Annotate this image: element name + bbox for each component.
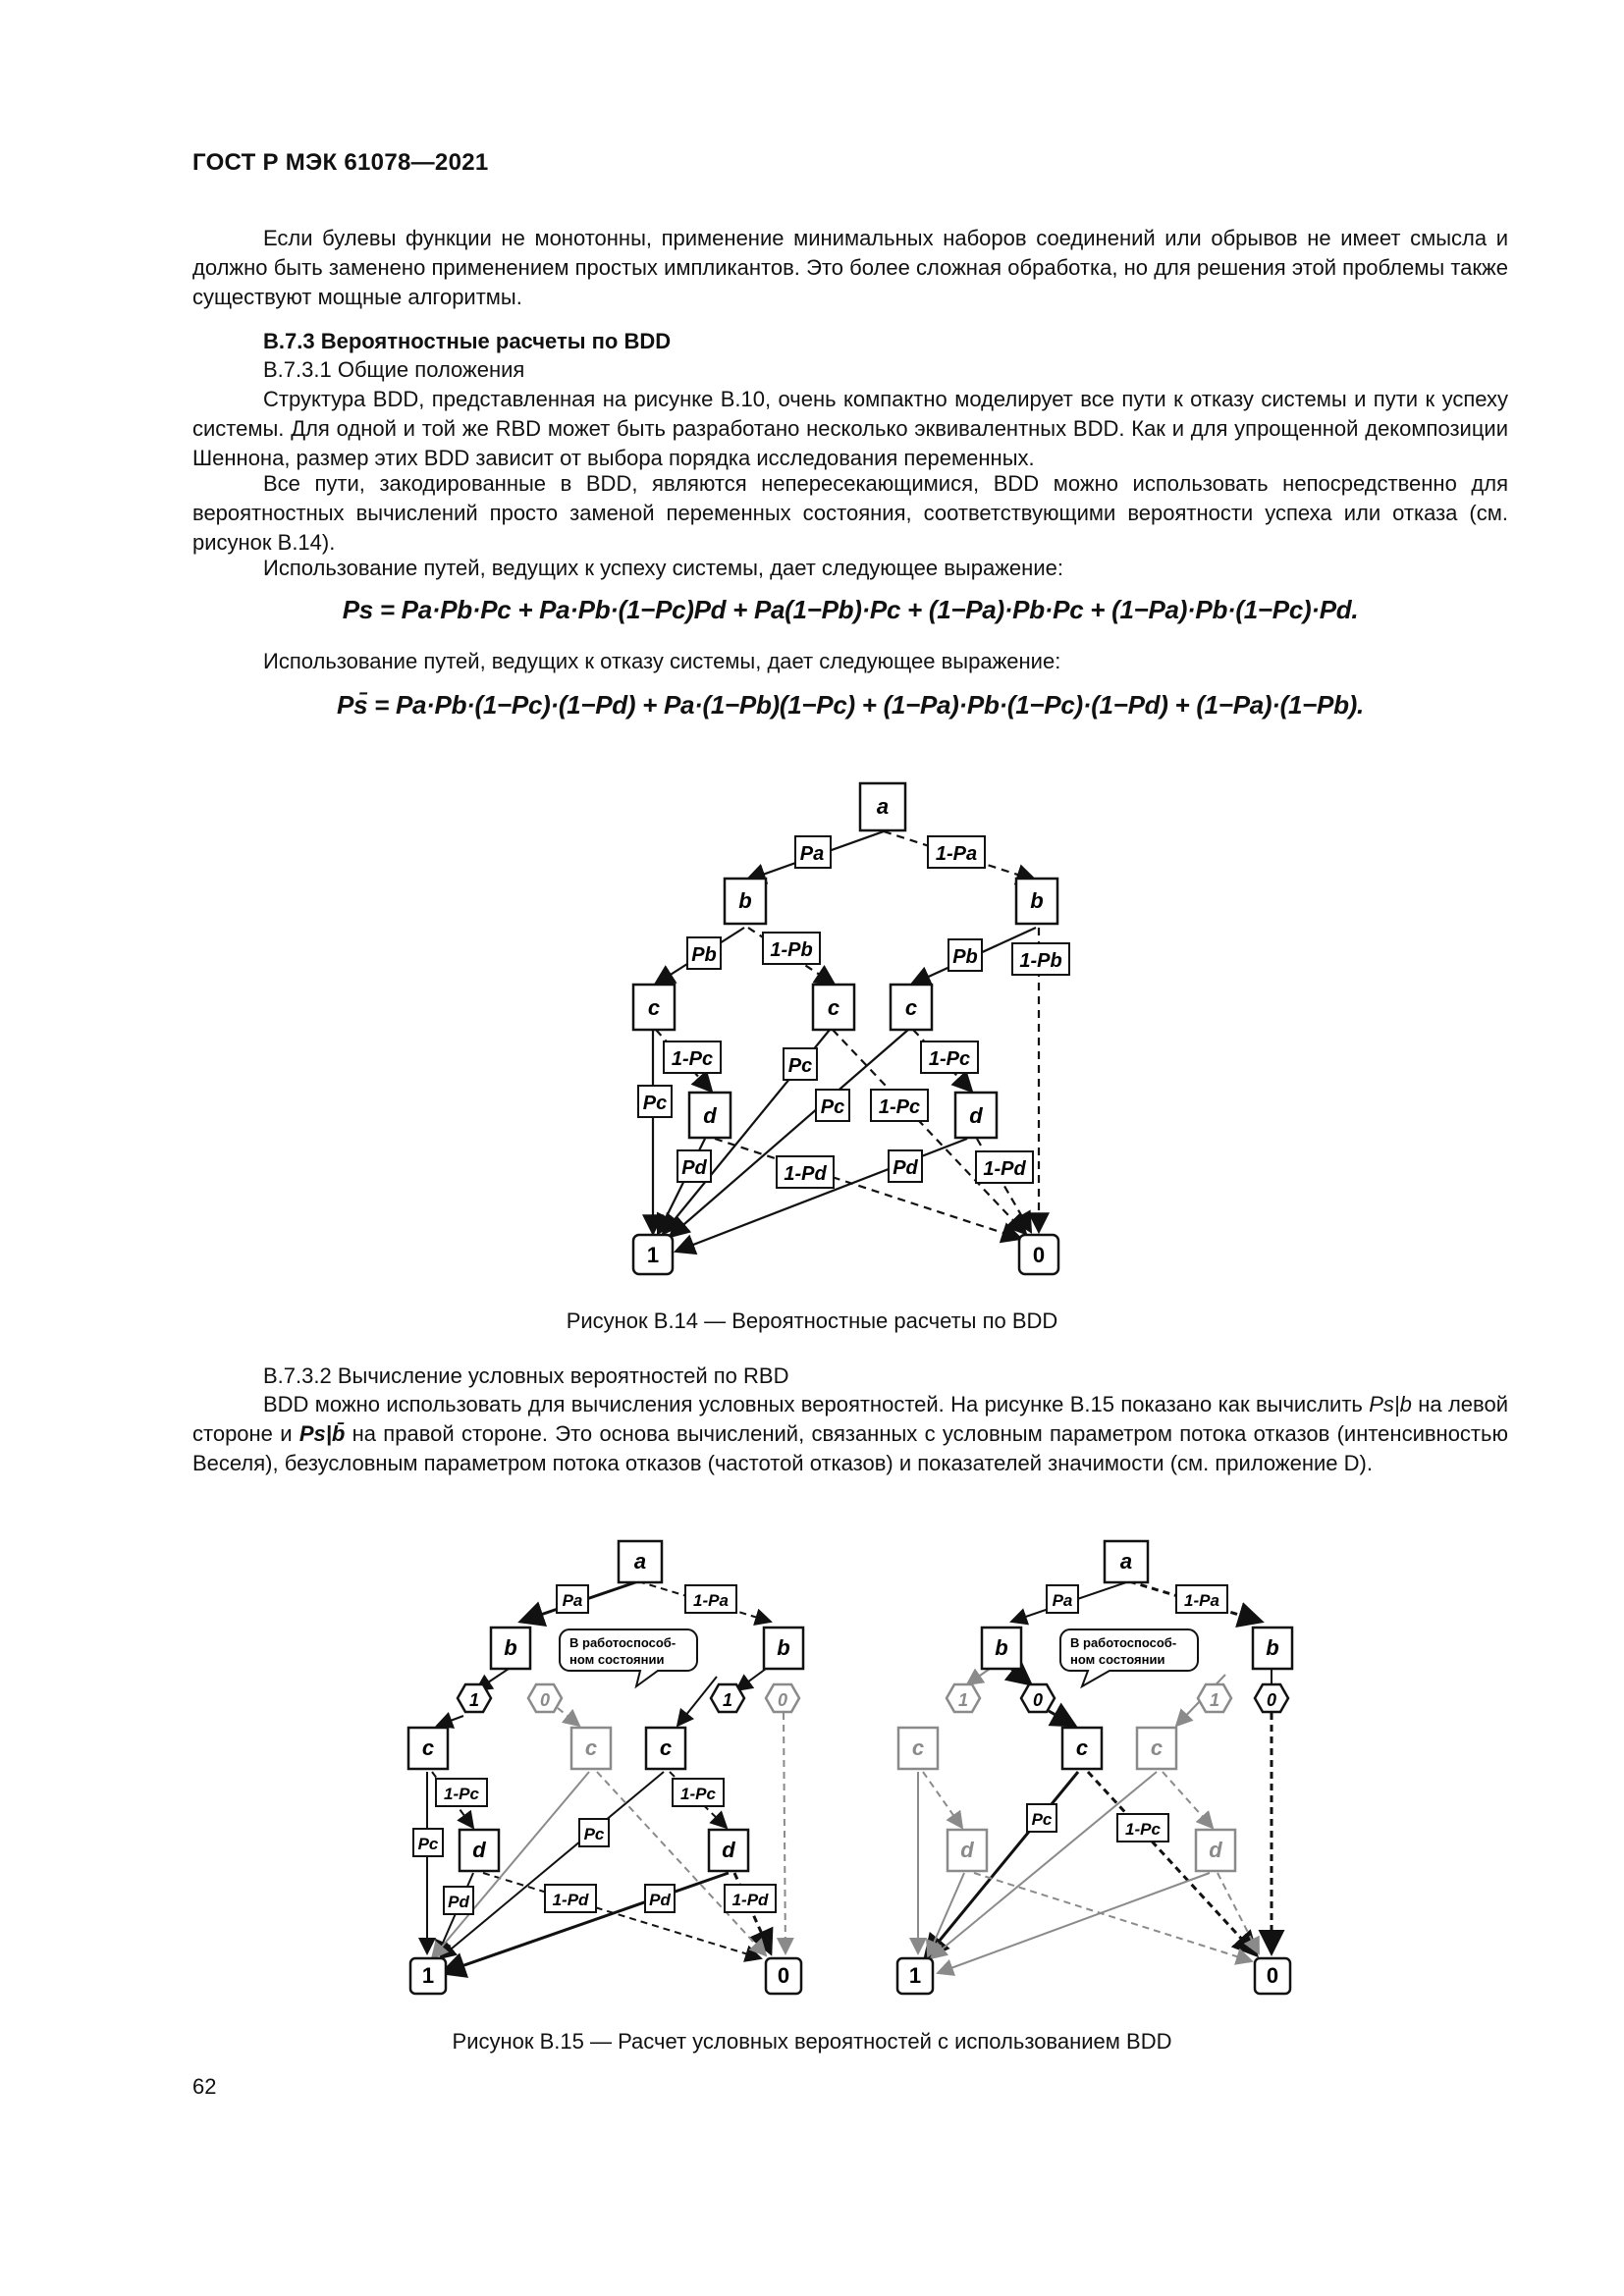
svg-text:1-Pd: 1-Pd bbox=[983, 1158, 1026, 1180]
b15l-callout bbox=[560, 1629, 697, 1686]
svg-text:a: a bbox=[1119, 1549, 1133, 1574]
intro-paragraph: Если булевы функции не монотонны, применение минимальных наборов соединений или обрывов не имеет смысла и должно быть заменено применением простых импликантов. Это более сложная обработка, но для решения этой проблемы также существуют мощные алгоритмы. bbox=[192, 226, 1508, 309]
b15r-node-b-left bbox=[982, 1628, 1021, 1669]
b15r-label-pa bbox=[1047, 1585, 1078, 1613]
svg-text:1-Pc: 1-Pc bbox=[680, 1785, 716, 1803]
b15r-label-pc bbox=[1027, 1804, 1056, 1832]
label-1-pd-right bbox=[976, 1151, 1033, 1183]
document-header: ГОСТ Р МЭК 61078—2021 bbox=[192, 149, 489, 176]
b15l-label-1-pc-right bbox=[673, 1779, 724, 1806]
svg-text:0: 0 bbox=[539, 1690, 551, 1710]
label-pc-middle-a bbox=[784, 1048, 817, 1080]
svg-text:c: c bbox=[911, 1735, 925, 1760]
svg-text:c: c bbox=[584, 1735, 598, 1760]
b15l-node-d-left bbox=[460, 1830, 499, 1871]
svg-text:1: 1 bbox=[908, 1963, 922, 1988]
b15l-label-1-pc-left bbox=[436, 1779, 487, 1806]
b15l-label-1-pd-left bbox=[545, 1885, 596, 1912]
section-heading-b73: B.7.3 Вероятностные расчеты по BDD bbox=[263, 329, 672, 353]
svg-text:Pc: Pc bbox=[417, 1835, 439, 1853]
svg-text:1-Pb: 1-Pb bbox=[770, 939, 813, 961]
b15l-node-a bbox=[619, 1541, 662, 1582]
svg-text:d: d bbox=[960, 1838, 974, 1862]
b15l-label-pd-left bbox=[444, 1887, 473, 1914]
b15r-callout-line2: ном состоянии bbox=[1070, 1652, 1165, 1667]
label-pd-right bbox=[889, 1150, 922, 1182]
svg-text:Pc: Pc bbox=[1031, 1810, 1053, 1829]
node-d-right bbox=[955, 1093, 997, 1138]
subsection-heading-b732: B.7.3.2 Вычисление условных вероятностей по RBD bbox=[263, 1363, 789, 1388]
b15r-node-terminal-one bbox=[897, 1958, 933, 1994]
svg-text:a: a bbox=[876, 794, 890, 819]
b15l-label-1-pd-right bbox=[725, 1885, 776, 1912]
failure-intro: Использование путей, ведущих к отказу системы, дает следующее выражение: bbox=[263, 649, 1061, 673]
svg-text:1-Pd: 1-Pd bbox=[731, 1891, 769, 1909]
svg-text:b: b bbox=[1266, 1635, 1279, 1660]
conditional-text-b: на левой стороне и bbox=[192, 1392, 1508, 1446]
svg-text:1: 1 bbox=[722, 1690, 733, 1710]
svg-text:Pc: Pc bbox=[787, 1055, 813, 1077]
b15l-node-c-right bbox=[646, 1728, 685, 1769]
svg-text:Pb: Pb bbox=[952, 946, 978, 968]
svg-text:Pa: Pa bbox=[799, 843, 825, 865]
b15l-hex-zero-right bbox=[766, 1684, 799, 1712]
label-1-pc-right bbox=[921, 1041, 978, 1073]
label-1-pa bbox=[928, 836, 985, 868]
success-intro: Использование путей, ведущих к успеху системы, дает следующее выражение: bbox=[263, 556, 1063, 580]
svg-text:b: b bbox=[738, 888, 752, 913]
label-pc-left bbox=[638, 1086, 672, 1117]
svg-text:1: 1 bbox=[421, 1963, 435, 1988]
svg-text:d: d bbox=[722, 1838, 735, 1862]
b15l-label-pa bbox=[557, 1585, 588, 1613]
figure-b15-diagram bbox=[393, 1531, 1326, 2002]
b15r-node-b-right bbox=[1253, 1628, 1292, 1669]
node-a bbox=[860, 783, 905, 830]
svg-text:Pc: Pc bbox=[583, 1825, 605, 1843]
svg-text:0: 0 bbox=[777, 1963, 790, 1988]
svg-text:Pd: Pd bbox=[448, 1893, 469, 1911]
b15r-hex-zero-left bbox=[1021, 1684, 1055, 1712]
svg-text:c: c bbox=[1075, 1735, 1089, 1760]
b15r-hex-zero-right bbox=[1255, 1684, 1288, 1712]
svg-text:Pc: Pc bbox=[642, 1093, 668, 1114]
page-number: 62 bbox=[192, 2074, 217, 2099]
svg-text:c: c bbox=[1150, 1735, 1164, 1760]
node-c-left bbox=[633, 985, 675, 1030]
svg-text:1-Pd: 1-Pd bbox=[784, 1163, 827, 1185]
svg-text:Pd: Pd bbox=[893, 1157, 918, 1179]
label-pb-right bbox=[948, 939, 982, 971]
node-terminal-zero bbox=[1019, 1235, 1058, 1274]
svg-text:b: b bbox=[995, 1635, 1008, 1660]
svg-text:0: 0 bbox=[1266, 1690, 1277, 1710]
paragraph-disjoint-paths: Все пути, закодированные в BDD, являются непересекающимися, BDD можно использовать непосредственно для вероятностных вычислений просто заменой переменных состояния, соответствующими вероятности успеха или отказа (см. рисунок B.14). bbox=[192, 471, 1508, 555]
node-terminal-one bbox=[633, 1235, 673, 1274]
svg-text:1-Pd: 1-Pd bbox=[552, 1891, 589, 1909]
figure-b14-diagram bbox=[589, 771, 1100, 1281]
figure-b14-caption: Рисунок B.14 — Вероятностные расчеты по BDD bbox=[566, 1308, 1058, 1333]
svg-text:Pc: Pc bbox=[820, 1096, 845, 1118]
svg-text:d: d bbox=[472, 1838, 486, 1862]
svg-text:Pa: Pa bbox=[1052, 1591, 1073, 1610]
label-pa bbox=[795, 836, 831, 868]
label-1-pc-left bbox=[664, 1041, 721, 1073]
figure-b15-right-diagram bbox=[897, 1541, 1292, 1994]
formula-success: Ps = Pa·Pb·Pc + Pa·Pb·(1−Pc)Pd + Pa(1−Pb)·Pc + (1−Pa)·Pb·Pc + (1−Pa)·Pb·(1−Pc)·Pd. bbox=[342, 595, 1359, 624]
svg-text:a: a bbox=[633, 1549, 647, 1574]
symbol-ps-given-b: Ps|b bbox=[1369, 1392, 1412, 1416]
label-1-pb-right bbox=[1012, 943, 1069, 975]
svg-text:1-Pc: 1-Pc bbox=[671, 1048, 714, 1070]
svg-text:Pd: Pd bbox=[649, 1891, 671, 1909]
b15r-node-c-middle bbox=[1062, 1728, 1102, 1769]
label-1-pb-left bbox=[763, 933, 820, 964]
node-b-left bbox=[725, 879, 766, 924]
svg-text:1-Pc: 1-Pc bbox=[444, 1785, 479, 1803]
svg-text:c: c bbox=[904, 995, 918, 1020]
subsection-heading-b731: B.7.3.1 Общие положения bbox=[263, 357, 525, 382]
symbol-ps-given-not-b: Ps|b̄ bbox=[298, 1421, 346, 1446]
formula-failure: Ps̄ = Pa·Pb·(1−Pc)·(1−Pd) + Pa·(1−Pb)(1−Pc) + (1−Pa)·Pb·(1−Pc)·(1−Pd) + (1−Pa)·(1−Pb). bbox=[337, 690, 1364, 720]
conditional-text-c: на правой стороне. Это основа вычислений, связанных с условным параметром потока отказов (интенсивностью Веселя), безусловным параметром потока отказов (частотой отказов) и показателей значимости (см. приложение D). bbox=[192, 1421, 1508, 1475]
b15l-label-pd-right bbox=[645, 1885, 675, 1912]
b15l-label-1-pa bbox=[685, 1585, 736, 1613]
svg-text:b: b bbox=[777, 1635, 790, 1660]
b15l-node-c-middle bbox=[571, 1728, 611, 1769]
b15l-node-d-right bbox=[709, 1830, 748, 1871]
b15r-node-c-right bbox=[1137, 1728, 1176, 1769]
figure-b15-caption: Рисунок B.15 — Расчет условных вероятностей с использованием BDD bbox=[452, 2029, 1172, 2054]
figure-b15-left-diagram bbox=[408, 1541, 803, 1994]
b15r-label-1-pa bbox=[1176, 1585, 1227, 1613]
svg-text:1-Pc: 1-Pc bbox=[878, 1096, 921, 1118]
svg-text:1: 1 bbox=[1209, 1690, 1220, 1710]
label-pc-middle-b bbox=[816, 1090, 849, 1121]
svg-text:1-Pa: 1-Pa bbox=[935, 843, 978, 865]
node-b-right bbox=[1016, 879, 1057, 924]
b15r-node-terminal-zero bbox=[1255, 1958, 1290, 1994]
svg-text:d: d bbox=[969, 1103, 983, 1128]
b15l-label-pc-left bbox=[413, 1829, 443, 1856]
svg-text:d: d bbox=[1209, 1838, 1222, 1862]
b15l-node-b-left bbox=[491, 1628, 530, 1669]
b15r-node-a bbox=[1105, 1541, 1148, 1582]
b15l-hex-one-left bbox=[458, 1684, 491, 1712]
b15r-callout-line1: В работоспособ- bbox=[1070, 1635, 1177, 1650]
b15l-callout-line2: ном состоянии bbox=[569, 1652, 665, 1667]
label-1-pc-middle bbox=[871, 1090, 928, 1121]
b15r-label-1-pc bbox=[1117, 1814, 1168, 1842]
svg-text:1: 1 bbox=[957, 1690, 969, 1710]
b15r-callout bbox=[1060, 1629, 1198, 1686]
label-1-pd-left bbox=[777, 1156, 834, 1188]
b15l-node-b-right bbox=[764, 1628, 803, 1669]
b15r-hex-one-left bbox=[947, 1684, 980, 1712]
conditional-text-a: BDD можно использовать для вычисления условных вероятностей. На рисунке B.15 показано как вычислить bbox=[263, 1392, 1363, 1416]
node-c-right bbox=[891, 985, 932, 1030]
svg-text:0: 0 bbox=[1266, 1963, 1279, 1988]
svg-text:c: c bbox=[647, 995, 661, 1020]
svg-text:Pd: Pd bbox=[681, 1157, 707, 1179]
svg-text:d: d bbox=[703, 1103, 717, 1128]
paragraph-bdd-structure: Структура BDD, представленная на рисунке B.10, очень компактно моделирует все пути к отказу системы и пути к успеху системы. Для одной и той же RBD может быть разработано несколько эквивалентных BDD. Как и для упрощенной декомпозиции Шеннона, размер этих BDD зависит от выбора порядка исследования переменных. bbox=[192, 387, 1508, 470]
svg-text:c: c bbox=[659, 1735, 673, 1760]
svg-text:Pb: Pb bbox=[691, 944, 717, 966]
svg-text:1-Pb: 1-Pb bbox=[1019, 950, 1062, 972]
svg-text:1-Pc: 1-Pc bbox=[928, 1048, 971, 1070]
label-pb-left bbox=[687, 937, 721, 969]
b15l-hex-one-right bbox=[711, 1684, 744, 1712]
b15l-node-terminal-zero bbox=[766, 1958, 801, 1994]
paragraph-conditional-probabilities bbox=[192, 1390, 1508, 1478]
label-pd-left bbox=[677, 1150, 711, 1182]
b15r-node-c-left bbox=[898, 1728, 938, 1769]
b15r-node-d-left bbox=[947, 1830, 987, 1871]
b15r-hex-one-right bbox=[1198, 1684, 1231, 1712]
svg-text:1-Pa: 1-Pa bbox=[1184, 1591, 1219, 1610]
b15l-hex-zero-left bbox=[528, 1684, 562, 1712]
svg-text:c: c bbox=[827, 995, 840, 1020]
svg-text:Pa: Pa bbox=[562, 1591, 583, 1610]
svg-text:0: 0 bbox=[1032, 1690, 1044, 1710]
node-d-left bbox=[689, 1093, 731, 1138]
b15r-node-d-right bbox=[1196, 1830, 1235, 1871]
b15l-node-c-left bbox=[408, 1728, 448, 1769]
b15l-label-pc-middle bbox=[579, 1819, 609, 1846]
svg-text:0: 0 bbox=[1032, 1243, 1046, 1267]
svg-text:b: b bbox=[1030, 888, 1044, 913]
svg-text:b: b bbox=[504, 1635, 517, 1660]
svg-text:1: 1 bbox=[646, 1243, 660, 1267]
node-c-middle bbox=[813, 985, 854, 1030]
svg-text:1-Pc: 1-Pc bbox=[1125, 1820, 1161, 1839]
svg-text:1: 1 bbox=[468, 1690, 480, 1710]
b15l-callout-line1: В работоспособ- bbox=[569, 1635, 677, 1650]
b15l-node-terminal-one bbox=[410, 1958, 446, 1994]
svg-text:0: 0 bbox=[777, 1690, 788, 1710]
svg-text:c: c bbox=[421, 1735, 435, 1760]
svg-text:1-Pa: 1-Pa bbox=[693, 1591, 729, 1610]
